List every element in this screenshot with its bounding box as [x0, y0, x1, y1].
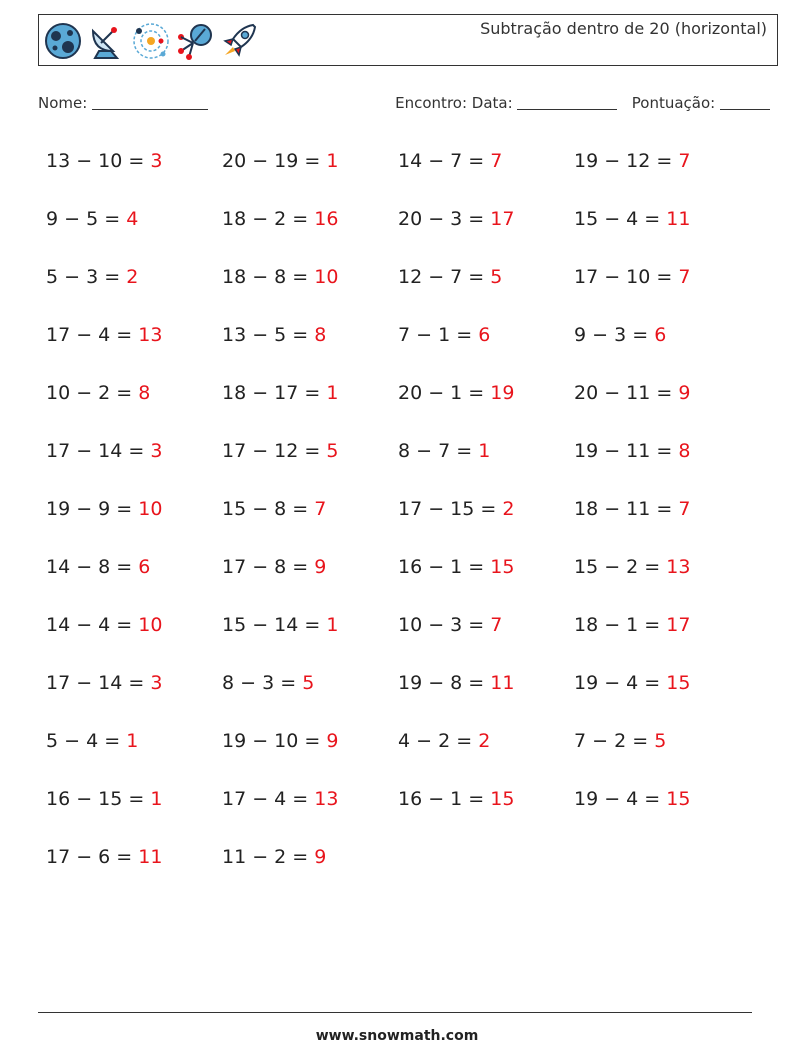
- problem-item: [46, 259, 222, 317]
- problem-answer: 5: [490, 266, 503, 288]
- problem-expression: 17 − 14 =: [46, 672, 145, 694]
- problem-expression: 19 − 11 =: [574, 440, 673, 462]
- problem-item: [46, 781, 222, 839]
- problem-answer: 1: [126, 730, 139, 752]
- problem-item: [46, 143, 222, 201]
- problem-item: [222, 143, 398, 201]
- problem-answer: 2: [478, 730, 491, 752]
- problem-answer: 15: [490, 788, 515, 810]
- problem-expression: 18 − 17 =: [222, 382, 321, 404]
- problem-item: [46, 723, 222, 781]
- problem-expression: 18 − 11 =: [574, 498, 673, 520]
- problem-item: [46, 607, 222, 665]
- rocket-icon: [219, 21, 259, 61]
- problem-answer: 15: [666, 672, 691, 694]
- header-icon-strip: [43, 21, 259, 61]
- problem-answer: 5: [654, 730, 667, 752]
- problem-grid: [46, 143, 766, 897]
- problem-expression: 20 − 11 =: [574, 382, 673, 404]
- problem-item: [222, 781, 398, 839]
- problem-expression: 13 − 10 =: [46, 150, 145, 172]
- problem-expression: 14 − 4 =: [46, 614, 133, 636]
- problem-item: [222, 723, 398, 781]
- problem-item: [398, 259, 574, 317]
- problem-expression: 9 − 3 =: [574, 324, 649, 346]
- problem-answer: 5: [326, 440, 339, 462]
- problem-answer: 3: [150, 150, 163, 172]
- solar-system-icon: [131, 21, 171, 61]
- problem-expression: 7 − 1 =: [398, 324, 473, 346]
- problem-answer: 7: [490, 150, 503, 172]
- problem-expression: 5 − 4 =: [46, 730, 121, 752]
- problem-item: [222, 665, 398, 723]
- problem-answer: 7: [678, 150, 691, 172]
- score-blank-line: [720, 109, 770, 110]
- space-probe-icon: [175, 21, 215, 61]
- problem-item: [46, 665, 222, 723]
- problem-item: [398, 201, 574, 259]
- problem-expression: 17 − 4 =: [46, 324, 133, 346]
- problem-answer: 3: [150, 440, 163, 462]
- problem-expression: 17 − 12 =: [222, 440, 321, 462]
- score-label: Pontuação:: [631, 94, 716, 112]
- problem-item: [574, 317, 750, 375]
- problem-item: [574, 723, 750, 781]
- problem-item: [574, 143, 750, 201]
- problem-expression: 16 − 1 =: [398, 556, 485, 578]
- problem-expression: 18 − 2 =: [222, 208, 309, 230]
- worksheet-header: [38, 14, 778, 66]
- problem-item: [222, 607, 398, 665]
- problem-item: [574, 781, 750, 839]
- problem-item: [398, 491, 574, 549]
- planet-icon: [43, 21, 83, 61]
- problem-expression: 8 − 7 =: [398, 440, 473, 462]
- problem-answer: 15: [666, 788, 691, 810]
- name-label: Nome:: [38, 94, 88, 112]
- problem-item: [46, 491, 222, 549]
- name-blank-line: [92, 109, 208, 110]
- problem-expression: 17 − 6 =: [46, 846, 133, 868]
- problem-answer: 13: [314, 788, 339, 810]
- problem-expression: 15 − 8 =: [222, 498, 309, 520]
- problem-expression: 19 − 9 =: [46, 498, 133, 520]
- problem-answer: 13: [138, 324, 163, 346]
- problem-expression: 18 − 8 =: [222, 266, 309, 288]
- problem-answer: 7: [314, 498, 327, 520]
- problem-answer: 10: [138, 498, 163, 520]
- problem-item: [398, 781, 574, 839]
- problem-answer: 13: [666, 556, 691, 578]
- problem-item: [398, 607, 574, 665]
- problem-expression: 16 − 1 =: [398, 788, 485, 810]
- problem-answer: 1: [150, 788, 163, 810]
- problem-answer: 9: [314, 846, 327, 868]
- problem-item: [46, 549, 222, 607]
- footer-divider: [38, 1012, 752, 1013]
- problem-item: [398, 665, 574, 723]
- problem-answer: 1: [326, 150, 339, 172]
- problem-item: [222, 433, 398, 491]
- problem-expression: 16 − 15 =: [46, 788, 145, 810]
- problem-item: [398, 143, 574, 201]
- problem-answer: 6: [478, 324, 491, 346]
- problem-answer: 8: [138, 382, 151, 404]
- problem-expression: 17 − 15 =: [398, 498, 497, 520]
- problem-expression: 15 − 14 =: [222, 614, 321, 636]
- problem-answer: 10: [314, 266, 339, 288]
- problem-item: [222, 491, 398, 549]
- problem-answer: 5: [302, 672, 315, 694]
- problem-expression: 5 − 3 =: [46, 266, 121, 288]
- problem-item: [222, 549, 398, 607]
- problem-answer: 11: [490, 672, 515, 694]
- problem-expression: 9 − 5 =: [46, 208, 121, 230]
- worksheet-title: Subtração dentro de 20 (horizontal): [480, 19, 767, 38]
- problem-item: [398, 433, 574, 491]
- problem-expression: 19 − 4 =: [574, 788, 661, 810]
- problem-answer: 11: [666, 208, 691, 230]
- problem-item: [574, 549, 750, 607]
- problem-item: [574, 375, 750, 433]
- problem-answer: 9: [314, 556, 327, 578]
- problem-answer: 19: [490, 382, 515, 404]
- problem-expression: 19 − 12 =: [574, 150, 673, 172]
- problem-expression: 17 − 4 =: [222, 788, 309, 810]
- date-blank-line: [517, 109, 617, 110]
- problem-expression: 12 − 7 =: [398, 266, 485, 288]
- problem-answer: 3: [150, 672, 163, 694]
- problem-expression: 19 − 8 =: [398, 672, 485, 694]
- problem-item: [398, 723, 574, 781]
- problem-expression: 17 − 10 =: [574, 266, 673, 288]
- problem-expression: 14 − 7 =: [398, 150, 485, 172]
- problem-answer: 11: [138, 846, 163, 868]
- problem-answer: 8: [678, 440, 691, 462]
- problem-expression: 20 − 1 =: [398, 382, 485, 404]
- problem-answer: 2: [502, 498, 515, 520]
- problem-item: [222, 201, 398, 259]
- problem-item: [46, 317, 222, 375]
- problem-expression: 7 − 2 =: [574, 730, 649, 752]
- problem-answer: 8: [314, 324, 327, 346]
- problem-answer: 7: [678, 498, 691, 520]
- problem-answer: 1: [326, 614, 339, 636]
- problem-answer: 6: [654, 324, 667, 346]
- problem-item: [222, 259, 398, 317]
- problem-item: [574, 201, 750, 259]
- problem-item: [46, 839, 222, 897]
- problem-item: [222, 317, 398, 375]
- problem-item: [46, 375, 222, 433]
- problem-expression: 14 − 8 =: [46, 556, 133, 578]
- problem-item: [222, 375, 398, 433]
- problem-answer: 9: [678, 382, 691, 404]
- problem-item: [222, 839, 398, 897]
- problem-answer: 17: [666, 614, 691, 636]
- problem-answer: 9: [326, 730, 339, 752]
- problem-expression: 15 − 4 =: [574, 208, 661, 230]
- problem-expression: 8 − 3 =: [222, 672, 297, 694]
- problem-expression: 20 − 3 =: [398, 208, 485, 230]
- problem-answer: 10: [138, 614, 163, 636]
- problem-item: [574, 259, 750, 317]
- problem-answer: 1: [326, 382, 339, 404]
- footer-url: www.snowmath.com: [315, 1028, 479, 1044]
- date-label: Data:: [471, 94, 513, 112]
- problem-item: [46, 433, 222, 491]
- name-field: [38, 94, 208, 112]
- problem-answer: 17: [490, 208, 515, 230]
- problem-item: [398, 375, 574, 433]
- problem-expression: 19 − 10 =: [222, 730, 321, 752]
- problem-answer: 6: [138, 556, 151, 578]
- problem-item: [574, 665, 750, 723]
- problem-expression: 19 − 4 =: [574, 672, 661, 694]
- problem-item: [398, 317, 574, 375]
- problem-item: [574, 607, 750, 665]
- problem-expression: 17 − 8 =: [222, 556, 309, 578]
- problem-expression: 15 − 2 =: [574, 556, 661, 578]
- problem-answer: 2: [126, 266, 139, 288]
- problem-answer: 7: [490, 614, 503, 636]
- meeting-date-score-fields: [395, 94, 770, 112]
- problem-item: [46, 201, 222, 259]
- problem-expression: 17 − 14 =: [46, 440, 145, 462]
- problem-expression: 10 − 2 =: [46, 382, 133, 404]
- problem-expression: 20 − 19 =: [222, 150, 321, 172]
- problem-item: [398, 549, 574, 607]
- problem-item: [574, 491, 750, 549]
- satellite-dish-icon: [87, 21, 127, 61]
- meeting-label: Encontro:: [395, 94, 468, 112]
- problem-answer: 16: [314, 208, 339, 230]
- problem-answer: 1: [478, 440, 491, 462]
- problem-expression: 10 − 3 =: [398, 614, 485, 636]
- problem-item: [574, 433, 750, 491]
- problem-answer: 7: [678, 266, 691, 288]
- problem-expression: 18 − 1 =: [574, 614, 661, 636]
- problem-answer: 4: [126, 208, 139, 230]
- problem-expression: 11 − 2 =: [222, 846, 309, 868]
- problem-expression: 4 − 2 =: [398, 730, 473, 752]
- problem-answer: 15: [490, 556, 515, 578]
- problem-expression: 13 − 5 =: [222, 324, 309, 346]
